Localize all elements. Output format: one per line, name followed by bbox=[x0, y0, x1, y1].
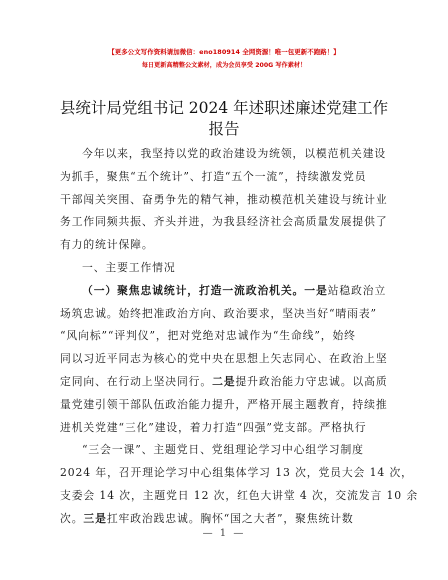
point-text: 站稳政治立 bbox=[327, 283, 387, 297]
body-line: 有力的统计保障。 bbox=[60, 238, 154, 252]
page-number: — 1 — bbox=[202, 528, 246, 539]
body-line: 进机关党建“三化”建设，着力打造“四强”党支部。严格执行 bbox=[60, 420, 367, 434]
body-line: “三会一课”、主题党日、党组理论学习中心组学习制度 bbox=[82, 443, 364, 457]
body-line: 支委会 14 次，主题党日 12 次，红色大讲堂 4 次，交流发言 10 余 bbox=[60, 488, 419, 502]
body-line: 场筑忠诚。始终把准政治方向、政治要求，坚决当好“晴雨表” bbox=[60, 306, 377, 320]
body-line: 同以习近平同志为核心的党中央在思想上矢志同心、在政治上坚 bbox=[60, 352, 388, 366]
section-heading: 一、主要工作情况 bbox=[82, 260, 176, 274]
body-line: “风向标”“评判仪”，把对党绝对忠诚作为“生命线”，始终 bbox=[60, 329, 356, 343]
document-title bbox=[40, 98, 408, 140]
body-line: 今年以来，我坚持以党的政治建设为统领，以模范机关建设 bbox=[82, 147, 387, 160]
promo-banner-line-1: 【更多公文写作资料请加微信：eno180914 全网资源！唯一包更新不跑路！】 bbox=[108, 48, 340, 56]
title-line-1: 县统计局党组书记 2024 年述职述廉述党建工作 bbox=[59, 99, 389, 117]
body-line: 为抓手，聚焦“五个统计”、打造“五个一流”，持续激发党员 bbox=[60, 169, 367, 183]
document-body bbox=[60, 143, 419, 531]
subsection-heading: （一）聚焦忠诚统计，打造一流政治机关。 bbox=[82, 283, 305, 297]
body-line: 量党建引领干部队伍政治能力提升，严格开展主题教育，持续推 bbox=[60, 397, 388, 411]
body-line bbox=[60, 371, 390, 394]
body-line: 2024 年，召开理论学习中心组集体学习 13 次，党员大会 14 次， bbox=[60, 466, 413, 480]
point-label-three: 三是 bbox=[83, 511, 107, 525]
body-line: 务工作同频共振、齐头并进，为我县经济社会高质量发展提供了 bbox=[60, 215, 388, 229]
point-text: 扛牢政治践忠诚。胸怀“国之大者”，聚焦统计数 bbox=[106, 511, 354, 525]
title-line-2: 报告 bbox=[208, 120, 240, 138]
point-label-one: 一是 bbox=[304, 283, 328, 297]
body-text: 定同向、在行动上坚决同行。 bbox=[60, 374, 213, 388]
body-line: 干部闯关突围、奋勇争先的精气神，推动模范机关建设与统计业 bbox=[60, 192, 388, 206]
point-label-two: 二是 bbox=[212, 374, 236, 388]
body-text: 次。 bbox=[60, 511, 84, 525]
point-text: 提升政治能力守忠诚。以高质 bbox=[235, 374, 388, 388]
promo-banner-line-2: 每日更新高精整公文素材，成为会员享受 200G 写作素材！ bbox=[141, 62, 307, 69]
subsection-line bbox=[60, 280, 390, 303]
